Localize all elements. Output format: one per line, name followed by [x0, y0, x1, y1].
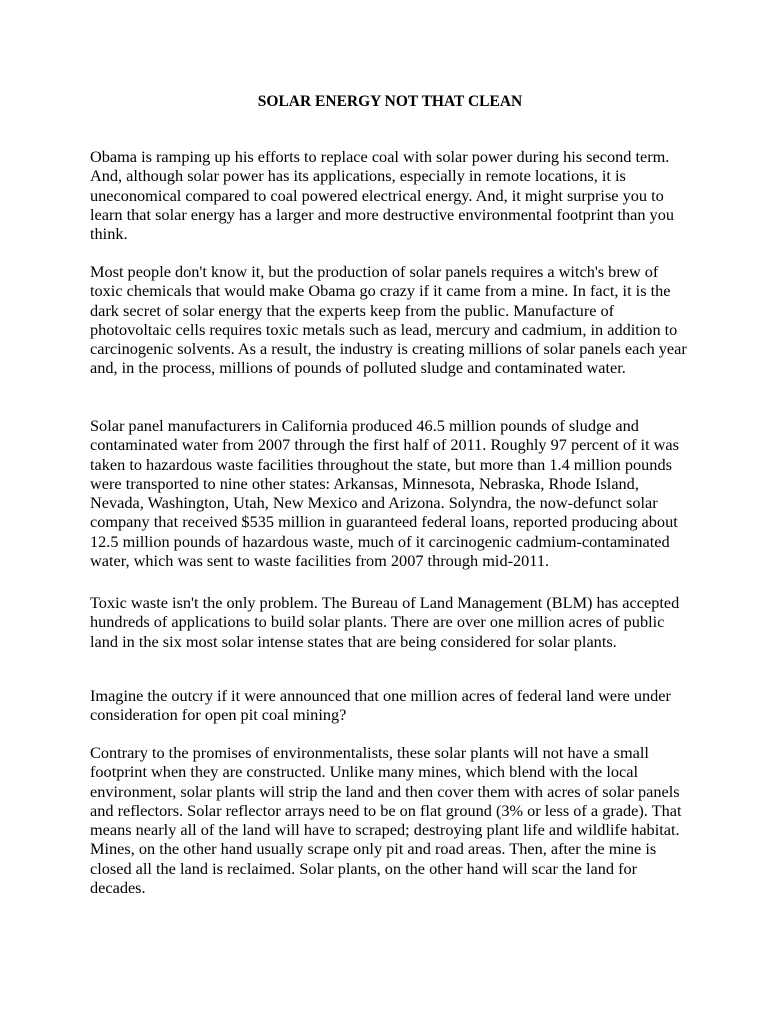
paragraph-coal-replacement: Obama is ramping up his efforts to replace coal with solar power during his second term. And, although solar power has its applications, especially in remote locations, it is uneconomical compared to coal powered electrical energy. And, it might surprise you to learn that solar energy has a larger and more destructive environmental footprint than you think.	[90, 147, 674, 244]
paragraph-outcry: Imagine the outcry if it were announced that one million acres of federal land were under consideration for open pit coal mining?	[90, 686, 671, 725]
paragraph-california-sludge: Solar panel manufacturers in California produced 46.5 million pounds of sludge and contaminated water from 2007 through the first half of 2011. Roughly 97 percent of it was taken to hazardous waste facilities throughout the state, but more than 1.4 million pounds were transported to nine other states: Arkansas, Minnesota, Nebraska, Rhode Island, Nevada, Washington, Utah, New Mexico and Arizona. Solyndra, the now-defunct solar company that received $535 million in guaranteed federal loans, reported producing about 12.5 million pounds of hazardous waste, much of it carcinogenic cadmium-contaminated water, which was sent to waste facilities from 2007 through mid-2011.	[90, 416, 679, 571]
document-title: SOLAR ENERGY NOT THAT CLEAN	[257, 93, 523, 110]
paragraph-blm-applications: Toxic waste isn't the only problem. The Bureau of Land Management (BLM) has accepted hundreds of applications to build solar plants. There are over one million acres of public land in the six most solar intense states that are being considered for solar plants.	[90, 593, 680, 651]
paragraph-land-footprint: Contrary to the promises of environmentalists, these solar plants will not have a small footprint when they are constructed. Unlike many mines, which blend with the local environment, solar plants will strip the land and then cover them with acres of solar panels and reflectors. Solar reflector arrays need to be on flat ground (3% or less of a grade). That means nearly all of the land will have to scraped; destroying plant life and wildlife habitat. Mines, on the other hand usually scrape only pit and road areas. Then, after the mine is closed all the land is reclaimed. Solar plants, on the other hand will scar the land for decades.	[90, 743, 682, 898]
paragraph-toxic-chemicals: Most people don't know it, but the production of solar panels requires a witch's brew of toxic chemicals that would make Obama go crazy if it came from a mine. In fact, it is the dark secret of solar energy that the experts keep from the public. Manufacture of photovoltaic cells requires toxic metals such as lead, mercury and cadmium, in addition to carcinogenic solvents. As a result, the industry is creating millions of solar panels each year and, in the process, millions of pounds of polluted sludge and contaminated water.	[90, 262, 687, 378]
